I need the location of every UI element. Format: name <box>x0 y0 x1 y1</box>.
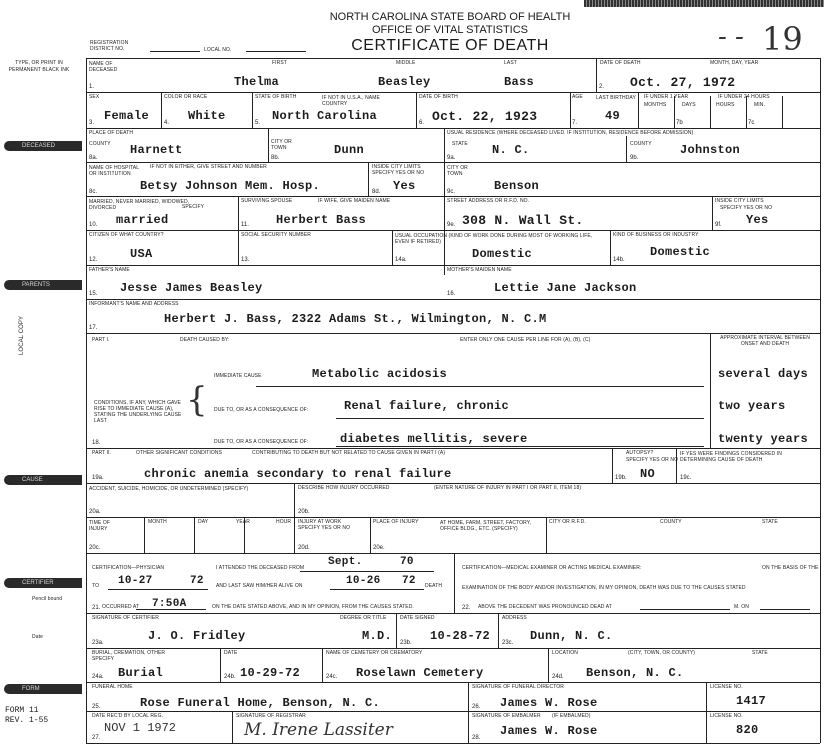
corner-number: 19 <box>762 20 803 58</box>
tab-deceased: DECEASED <box>4 141 82 151</box>
embalmer-license-value: 820 <box>736 723 759 737</box>
death-certificate: - - 19 NORTH CAROLINA STATE BOARD OF HEALTH OFFICE OF VITAL STATISTICS CERTIFICATE OF DEATH REGISTRATION DISTRICT NO. LOCAL NO. TYPE, OR PRINT IN PERMANENT BLACK INK DECEASED PARENTS LOCAL COPY CAUSE CERTIFIER Pencil bound Date FORM FORM 11 REV. 1-55 NAME OF DECEASED FIRST MIDDLE LAST DATE OF DEATH MONTH, DAY, YEAR 1. 2. SEX COLOR OR RACE STATE OF BIRTH IF NOT IN U.S.A., NAME COUNTRY DATE OF BIRTH AGE LAST BIRTHDAY IF UNDER 1 YEAR IF UNDER 24 HOURS MONTHS DAYS HOURS MIN. 3. 4. 5. 6. 7. 7b 7c PLACE OF DEATH COUNTY CITY OR TOWN USUAL RESIDENCE (WHERE DECEASED LIVED. IF INSTITUTION, RESIDENCE BEFORE ADMISSION) STATE COUNTY 8a. 8b. 9a. 9b. NAME OF HOSPITAL OR INSTITUTION IF NOT IN EITHER, GIVE STREET AND NUMBER INSIDE CITY LIMITS SPECIFY YES OR NO CITY OR TOWN 8c. 8d. 9c. MARRIED, NEVER MARRIED, WIDOWED, DIVORCED SPECIFY SURVIVING SPOUSE IF WIFE, GIVE MAIDEN NAME STREET ADDRESS OR R.F.D. NO. INSIDE CITY LIMITS SPECIFY YES OR NO 10. 11. 9e. 9f. CITIZEN OF WHAT COUNTRY? SOCIAL SECURITY NUMBER USUAL OCCUPATION (KIND OF WORK DONE DURING MOST OF WORKING LIFE, EVEN IF RETIRED) KIND OF BUSINESS OR INDUSTRY 12. 13. 14a. 14b. FATHER'S NAME MOTHER'S MAIDEN NAME 15. 16. INFORMANT'S NAME AND ADDRESS 17. PART I. DEATH CAUSED BY: ENTER ONLY ONE CAUSE PER LINE FOR (A), (B), (C) APPROXIMATE INTERVAL BETWEEN ONSET AND DEATH IMMEDIATE CAUSE CONDITIONS, IF ANY, WHICH GAVE RISE TO IMMEDIATE CAUSE (A), STATING THE UNDERLYING CAUSE LAST { DUE TO, OR AS A CONSEQUENCE OF: DUE TO, OR AS A CONSEQUENCE OF: 18. PART II. OTHER SIGNIFICANT CONDITIONS CONTRIBUTING TO DEATH BUT NOT RELATED TO CAUSE GIVEN IN PART I (A) AUTOPSY? SPECIFY YES OR NO IF YES WERE FINDINGS CONSIDERED IN DETERMINING CAUSE OF DEATH 19a. 19b. 19c. ACCIDENT, SUICIDE, HOMICIDE, OR UNDETERMINED (SPECIFY) DESCRIBE HOW INJURY OCCURRED (ENTER NATURE OF INJURY IN PART I OR PART II, ITEM 18) 20a. 20b. TIME OF INJURY MONTH DAY YEAR HOUR INJURY AT WORK SPECIFY YES OR NO PLACE OF INJURY AT HOME, FARM, STREET, FACTORY, OFFICE BLDG., ETC. (SPECIFY) CITY OR R.F.D. COUNTY STATE 20c. 20d. 20e. CERTIFICATION—PHYSICIAN I ATTENDED THE DECEASED FROM TO AND LAST SAW HIM/HER ALIVE ON DEATH 21. OCCURRED AT ON THE DATE STATED ABOVE, AND IN MY OPINION, FROM THE CAUSES STATED. CERTIFICATION—MEDICAL EXAMINER OR ACTING MEDICAL EXAMINER: ON THE BASIS OF THE EXAMINATION OF THE BODY AND/OR INVESTIGATION, IN MY OPINION, DEATH WAS DUE TO THE CAUSES STATED 22. ABOVE THE DECEDENT WAS PRONOUNCED DEAD AT M. ON SIGNATURE OF CERTIFIER DEGREE OR TITLE DATE SIGNED ADDRESS 23a. 23b. 23c. BURIAL, CREMATION, OTHER SPECIFY DATE NAME OF CEMETERY OR CREMATORY LOCATION (CITY, TOWN, OR COUNTY) STATE 24a. 24b. 24c. 24d. FUNERAL HOME SIGNATURE OF FUNERAL DIRECTOR LICENSE NO. 25. 26. DATE REC'D BY LOCAL REG. SIGNATURE OF REGISTRAR SIGNATURE OF EMBALMER (IF EMBALMED) LICENSE NO. 27. 28. Thelma Beasley Bass Oct. 27, 1972 Female White North Carolina Oct. 22, 1923 49 Harnett Dunn N. C. Johnston Betsy Johnson Mem. Hosp. Yes Benson married Herbert Bass 308 N. Wall St. Yes USA Domestic Domestic Jesse James Beasley Lettie Jane Jackson Herbert J. Bass, 2322 Adams St., Wilmington, N. C.M Metabolic acidosis several days Renal failure, chronic two years diabetes mellitis, severe twenty years chronic anemia secondary to renal failure NO Sept. 70 10-27 72 10-26 72 7:50A J. O. Fridley M.D. 10-28-72 Dunn, N. C. Burial 10-29-72 Roselawn Cemetery Benson, N. C. Rose Funeral Home, Benson, N. C. James W. Rose 1417 NOV 1 1972 M. Irene Lassiter James W. Rose 820 <box>0 0 824 745</box>
type-ink-note: TYPE, OR PRINT IN PERMANENT BLACK INK <box>8 60 70 73</box>
local-copy-label: LOCAL COPY <box>19 315 25 355</box>
burial-date-value: 10-29-72 <box>240 666 301 680</box>
business-value: Domestic <box>650 245 711 259</box>
form-number: FORM 11 <box>5 706 39 715</box>
informant-value: Herbert J. Bass, 2322 Adams St., Wilmington, N. C.M <box>164 312 547 326</box>
father-value: Jesse James Beasley <box>120 281 263 295</box>
certifier-value: J. O. Fridley <box>148 629 246 643</box>
disposition-value: Burial <box>118 666 164 680</box>
embalmer-value: James W. Rose <box>500 724 598 738</box>
certificate-title: CERTIFICATE OF DEATH <box>351 37 549 54</box>
pencil-note: Pencil bound <box>32 596 63 602</box>
hospital-value: Betsy Johnson Mem. Hosp. <box>140 179 321 193</box>
cause-b-value: Renal failure, chronic <box>344 399 510 413</box>
occurred-at-value: 7:50A <box>152 598 187 610</box>
state-birth-value: North Carolina <box>272 109 378 123</box>
res-county-value: Johnston <box>680 143 741 157</box>
death-city-value: Dunn <box>334 143 365 157</box>
attend-to-date-value: 10-27 <box>118 575 153 587</box>
tab-cause: CAUSE <box>4 475 82 485</box>
corner-mark: - - <box>718 22 744 52</box>
attend-from-year-value: 70 <box>400 556 414 568</box>
occupation-value: Domestic <box>472 247 533 261</box>
cause-brace: { <box>186 380 208 420</box>
citizen-value: USA <box>130 247 153 261</box>
interval-c-value: twenty years <box>718 432 809 446</box>
sex-value: Female <box>104 109 150 123</box>
street-value: 308 N. Wall St. <box>462 213 584 228</box>
interval-b-value: two years <box>718 399 786 413</box>
date-of-death-value: Oct. 27, 1972 <box>630 75 736 90</box>
res-inside-city-value: Yes <box>746 213 769 227</box>
autopsy-value: NO <box>640 467 656 481</box>
tab-parents: PARENTS <box>4 280 82 290</box>
death-county-value: Harnett <box>130 143 183 157</box>
marital-value: married <box>116 213 169 227</box>
cemetery-value: Roselawn Cemetery <box>356 666 484 680</box>
tab-certifier: CERTIFIER <box>4 578 82 588</box>
cause-a-value: Metabolic acidosis <box>312 367 448 381</box>
spouse-value: Herbert Bass <box>276 213 367 227</box>
local-no-label: LOCAL NO. <box>204 47 232 53</box>
mother-value: Lettie Jane Jackson <box>494 281 637 295</box>
cause-c-value: diabetes mellitis, severe <box>340 432 528 446</box>
agency-name: NORTH CAROLINA STATE BOARD OF HEALTH <box>329 11 571 23</box>
res-state-value: N. C. <box>492 143 530 157</box>
last-saw-date-value: 10-26 <box>346 575 381 587</box>
first-name-value: Thelma <box>234 75 280 89</box>
attend-to-year-value: 72 <box>190 575 204 587</box>
reg-district-label: REGISTRATION DISTRICT NO. <box>90 40 129 52</box>
date-birth-value: Oct. 22, 1923 <box>432 109 538 124</box>
race-value: White <box>188 109 226 123</box>
last-saw-year-value: 72 <box>402 575 416 587</box>
degree-value: M.D. <box>362 629 393 643</box>
director-value: James W. Rose <box>500 696 598 710</box>
middle-name-value: Beasley <box>378 75 431 89</box>
attend-from-month-value: Sept. <box>328 556 363 568</box>
office-name: OFFICE OF VITAL STATISTICS <box>371 24 529 36</box>
date-note: Date <box>32 634 43 640</box>
director-license-value: 1417 <box>736 694 767 708</box>
age-value: 49 <box>605 109 621 123</box>
res-city-value: Benson <box>494 179 540 193</box>
cert-address-value: Dunn, N. C. <box>530 629 613 643</box>
date-recd-value: NOV 1 1972 <box>104 721 177 735</box>
interval-a-value: several days <box>718 367 809 381</box>
corner-shading <box>584 0 824 7</box>
registrar-signature: M. Irene Lassiter <box>244 720 393 740</box>
name-deceased-label: NAME OF DECEASED <box>89 61 118 73</box>
other-conditions-value: chronic anemia secondary to renal failure <box>144 467 452 481</box>
inside-city-value: Yes <box>393 179 416 193</box>
last-name-value: Bass <box>504 75 535 89</box>
funeral-home-value: Rose Funeral Home, Benson, N. C. <box>140 696 381 710</box>
cemetery-location-value: Benson, N. C. <box>586 666 684 680</box>
date-signed-value: 10-28-72 <box>430 629 491 643</box>
tab-form: FORM <box>4 684 82 694</box>
form-revision: REV. 1-55 <box>5 716 49 725</box>
